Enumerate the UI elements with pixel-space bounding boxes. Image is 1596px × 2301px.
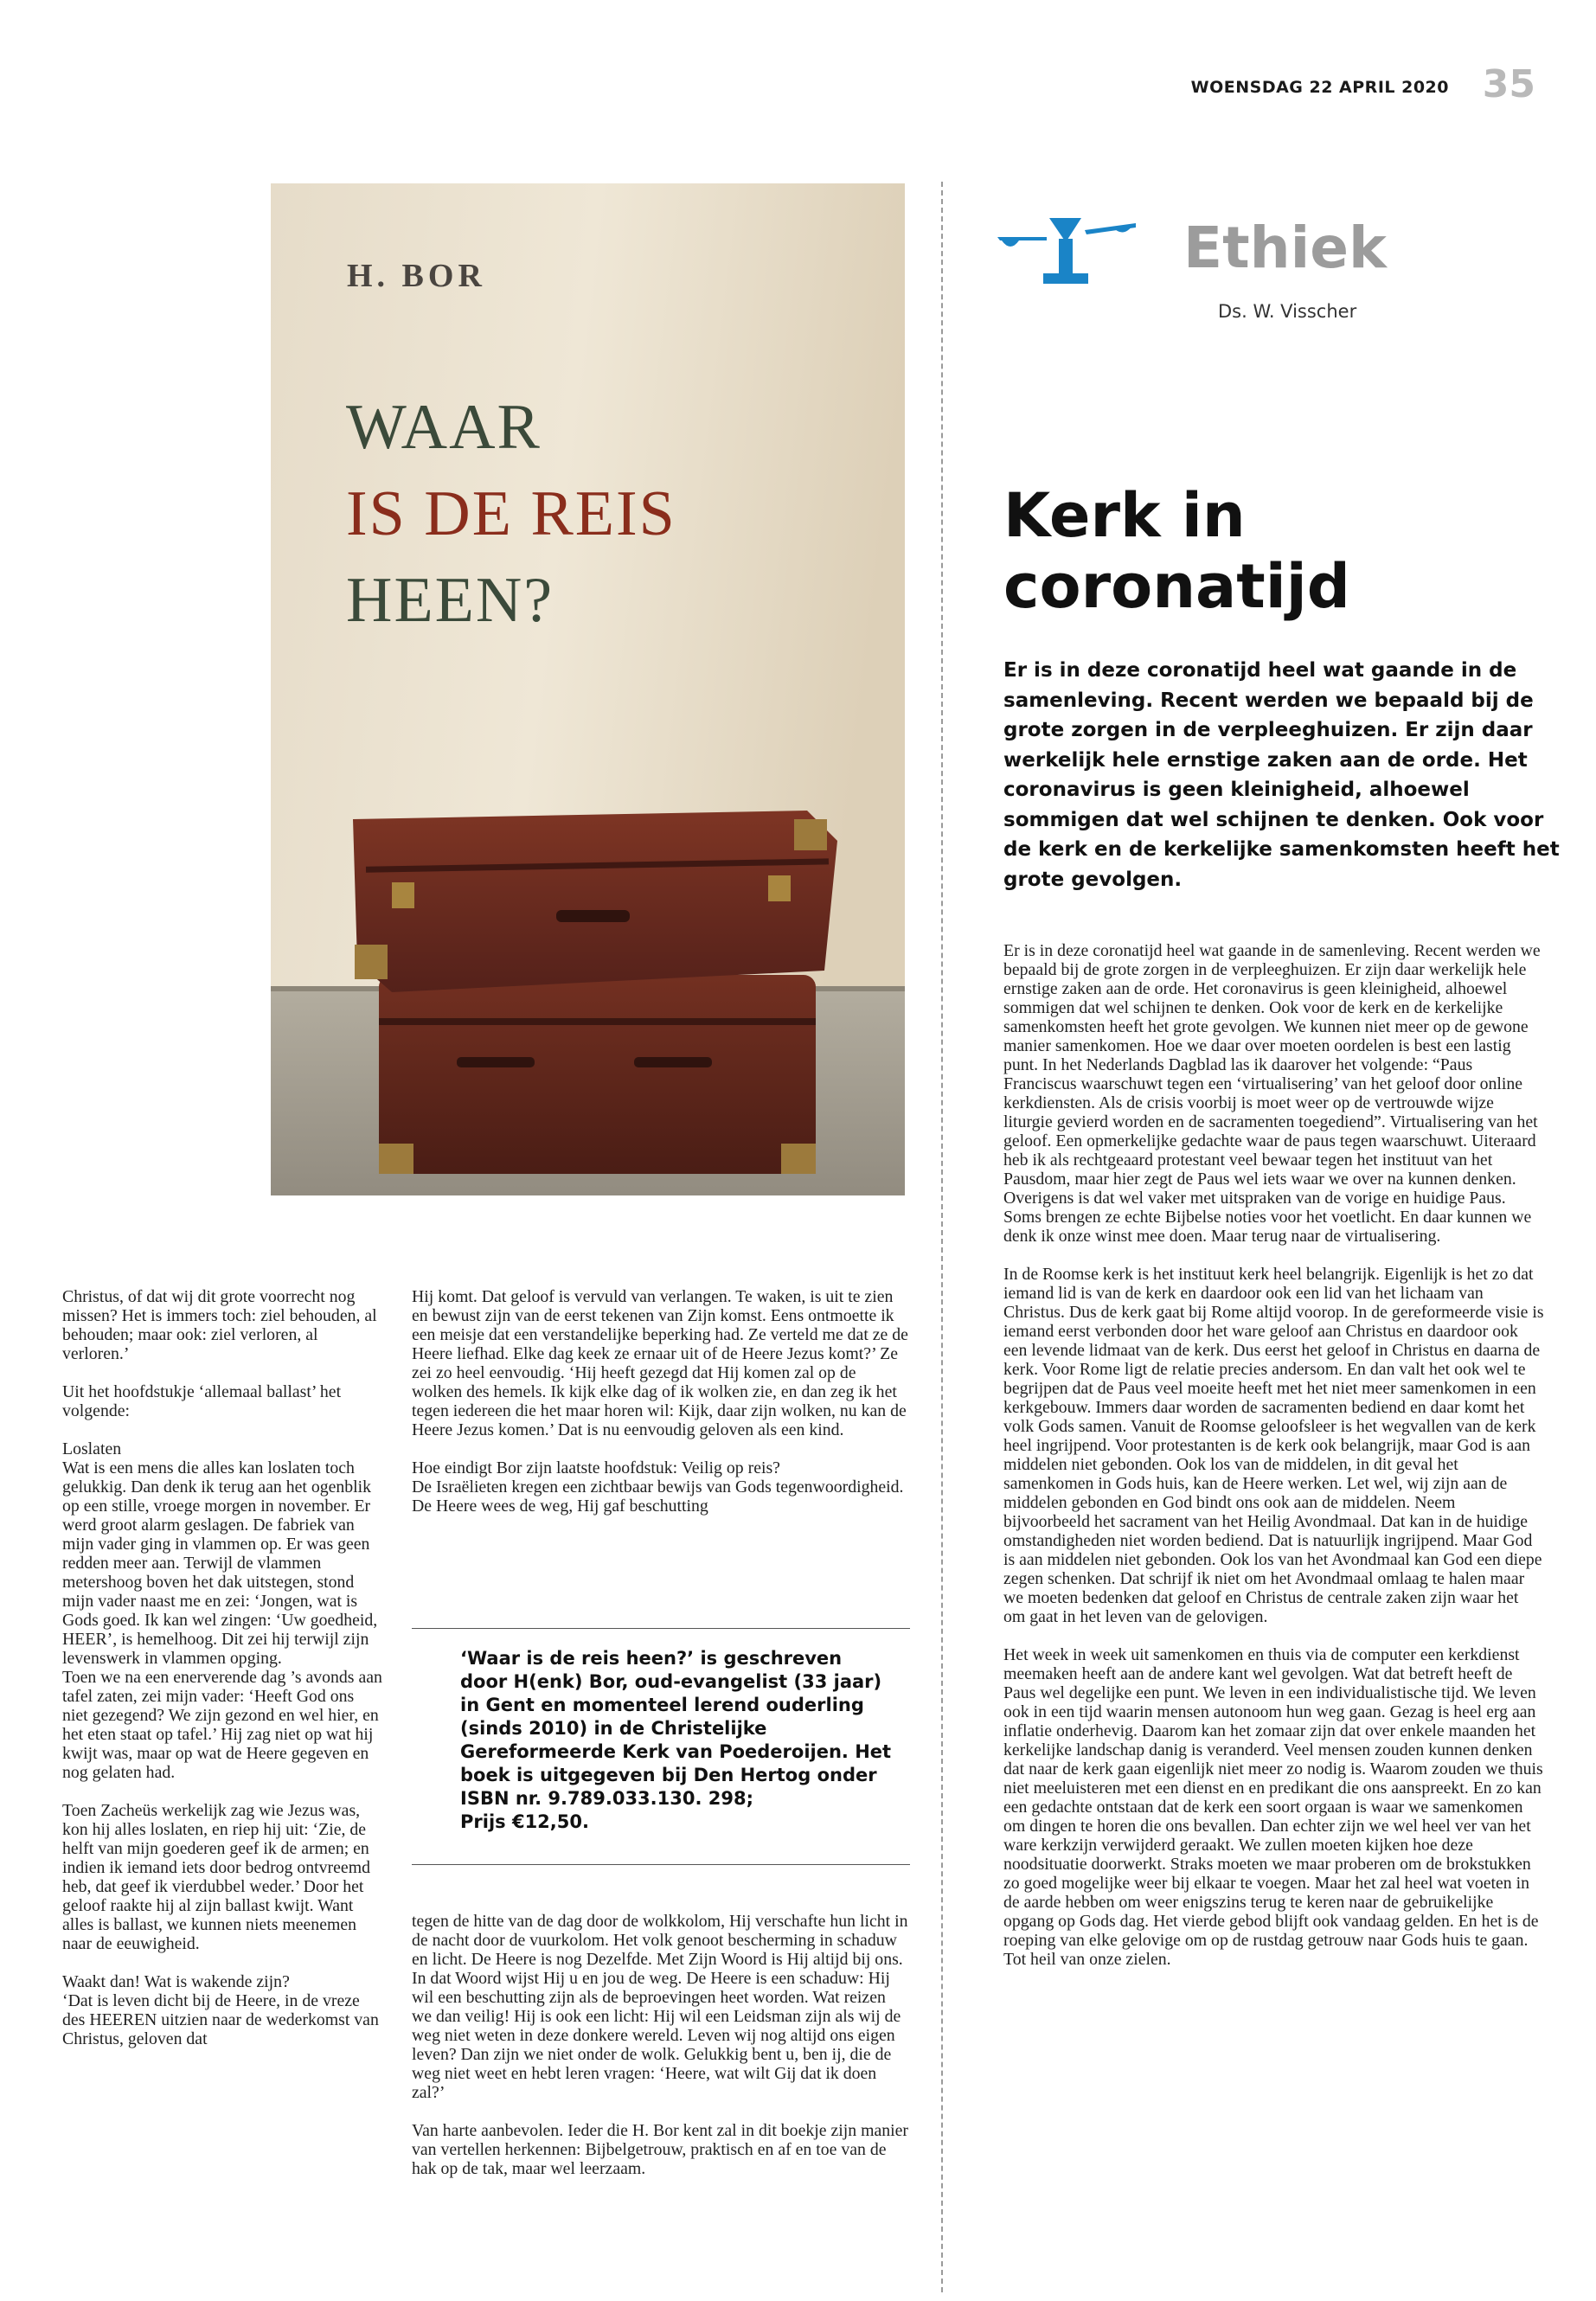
column-divider <box>941 182 943 2292</box>
paragraph: Hij komt. Dat geloof is vervuld van verlangen. Te waken, is uit te zien en bewust zijn van de eerst tekenen van Zijn komst. Eens ontmoette ik een meisje dat een verstandelijke beperking had. Ze verteld me dat ze de Heere liefhad. Elke dag keek ze ernaar uit of de Heere Jezus komt?’ Ze zei zo heel eenvoudig. ‘Hij heeft gezegd dat Hij komen zal op de wolken des hemels. Ik kijk elke dag of ik wolken zie, en dan zeg ik het tegen iedereen die het maar horen wil: Kijk, daar zijn wolken, nu kan de Heere Jezus komen.’ Dat is nu eenvoudig geloven als een kind. <box>412 1287 908 1439</box>
paragraph: Hoe eindigt Bor zijn laatste hoofdstuk: Veilig op reis? De Israëlieten kregen een zichtbaar bewijs van Gods tegenwoordigheid. De Heere wees de weg, Hij gaf beschutting <box>412 1458 904 1516</box>
book-infobox: ‘Waar is de reis heen?’ is geschreven door H(enk) Bor, oud-evangelist (33 jaar) in Gent en momenteel lerend ouderling (sinds 2010) in de Christelijke Gereformeerde Kerk van Poederoijen. Het boek is uitgegeven bij Den Hertog onder ISBN nr. 9.789.033.130. 298; Prijs €12,50. <box>460 1648 892 1832</box>
article-lead: Er is in deze coronatijd heel wat gaande in de samenleving. Recent werden we bepaald bij de grote zorgen in de verpleeghuizen. Er zijn daar werkelijk hele ernstige zaken aan de orde. Het coronavirus is geen kleinigheid, alhoewel sommigen dat wel schijnen te denken. Ook voor de kerk en de kerkelijke samenkomsten heeft het grote gevolgen. <box>1003 659 1560 891</box>
paragraph: Waakt dan! Wat is wakende zijn? ‘Dat is leven dicht bij de Heere, in de vreze des HEEREN uitzien naar de wederkomst van Christus, geloven dat <box>62 1972 379 2048</box>
article-headline: Kerk in coronatijd <box>1003 480 1350 622</box>
article-author: Ds. W. Visscher <box>1218 301 1357 322</box>
book-cover-illustration <box>271 183 905 1195</box>
infobox-bottom-rule <box>412 1864 910 1865</box>
section-label: Ethiek <box>1183 215 1387 281</box>
page-number: 35 <box>1482 62 1535 106</box>
paragraph: Christus, of dat wij dit grote voorrecht nog missen? Het is immers toch: ziel behouden, al behouden; maar ook: ziel verloren, al verloren.’ <box>62 1287 377 1363</box>
review-column-2-top <box>412 1287 909 1535</box>
cover-title-line1: WAAR <box>346 392 542 463</box>
infobox-top-rule <box>412 1628 910 1629</box>
review-column-1 <box>62 1287 382 2067</box>
article-body <box>1003 941 1544 1988</box>
cover-author: H. BOR <box>347 258 486 294</box>
scale-icon <box>993 216 1140 287</box>
paragraph: Toen Zacheüs werkelijk zag wie Jezus was, kon hij alles loslaten, en riep hij uit: ‘Zie, de helft van mijn goederen geef ik de armen; en indien ik iemand iets door bedrog ontvreemd heb, dat geef ik vierdubbel weder.’ Door het geloof raakte hij al zijn ballast kwijt. Want alles is ballast, we kunnen niets meenemen naar de eeuwigheid. <box>62 1801 370 1953</box>
paragraph: tegen de hitte van de dag door de wolkkolom, Hij verschafte hun licht in de nacht door de vuurkolom. Het volk genoot bescherming in schaduw en licht. De Heere is nog Dezelfde. Met Zijn Woord is Hij altijd bij ons. In dat Woord wijst Hij u en jou de weg. De Heere is een schaduw: Hij wil een beschutting zijn als de beproevingen heet worden. Wat reizen we dan veilig! Hij is ook een licht: Hij wil een Leidsman zijn als wij de weg niet weten in deze donkere wereld. Leven wij nog altijd ons eigen leven? Dan zijn we niet onder de wolk. Gelukkig bent u, ben ij, die de weg niet weet en hebt leren vragen: ‘Heere, wat wilt Gij dat ik doen zal?’ <box>412 1912 908 2102</box>
paragraph: In de Roomse kerk is het instituut kerk heel belangrijk. Eigenlijk is het zo dat iemand lid is van de kerk en daardoor ook een lid van het lichaam van Christus. Dus de kerk gaat bij Rome altijd voorop. In de gereformeerde visie is iemand eerst verbonden door het ware geloof aan Christus en daardoor ook een levende lidmaat van de kerk. Dus eerst het geloof in Christus en daarna de kerk. Voor Rome ligt de relatie precies andersom. En dan valt het ook wel te begrijpen dat de Paus veel moeite heeft met het niet meer samenkomen in een kerkgebouw. Immers daar worden de sacramenten bediend en daar komt het volk Gods samen. Vanuit de Roomse geloofsleer is het wegvallen van de kerk heel ingrijpend. Voor protestanten is de kerk ook belangrijk, maar God is aan middelen niet gebonden. Ook los van de middelen, in dit geval het samenkomen in Gods huis, kan de Heere werken. Let wel, wij zijn aan de middelen gebonden en God bindt ons ook aan de middelen. Neem bijvoorbeeld het sacrament van het Heilig Avondmaal. Dat kan in de huidige omstandigheden niet worden bediend. Dat is natuurlijk ingrijpend. Maar God is aan middelen niet gebonden. Ook los van het Avondmaal kan God een diepe zegen schenken. Dat schrijf ik niet om het Avondmaal omlaag te halen maar we moeten bedenken dat geloof en Christus de centrale zaken zijn waar het om gaat in het leven van de gelovigen. <box>1003 1265 1544 1626</box>
review-column-2-bottom <box>412 1912 909 2197</box>
cover-title-line2: IS DE REIS <box>346 478 676 549</box>
paragraph: Van harte aanbevolen. Ieder die H. Bor kent zal in dit boekje zijn manier van vertellen herkennen: Bijbelgetrouw, praktisch en af en toe van de hak op de tak, maar wel leerzaam. <box>412 2121 908 2178</box>
paragraph: Het week in week uit samenkomen en thuis via de computer een kerkdienst meemaken heeft aan de andere kant wel gevolgen. Wat dat betreft heeft de Paus wel degelijke een punt. We leven in een individualistische tijd. We leven ook in een tijd waarin mensen autonoom hun weg gaan. Gezag is heel erg aan inflatie onderhevig. Daarom kan het zomaar zijn dat over enkele maanden het kerkelijke landschap danig is veranderd. Veel mensen zouden kunnen denken dat naar de kerk gaan eigenlijk niet meer zo nodig is. Waarom zouden we thuis niet meeluisteren met een dienst en en predikant die ons aanspreekt. En zo kan een gedachte ontstaan dat de kerk een soort orgaan is waar we samenkomen om dingen te horen die ons bevallen. Dan echter zijn we wel heel ver van het ware kerkzijn verwijderd geraakt. We zullen moeten kijken hoe deze noodsituatie doorwerkt. Straks moeten we maar proberen om de brokstukken zo goed mogelijke weer bij elkaar te voegen. Maar het zal heel wat voeten in de aarde hebben om weer enigszins terug te keren naar de gebruikelijke opgang op Gods dag. Het vierde gebod blijft ook vandaag gelden. En het is de roeping van elke gelovige om op de rustdag getrouw naar Gods huis te gaan. Tot heil van onze zielen. <box>1003 1645 1543 1969</box>
issue-date: WOENSDAG 22 APRIL 2020 <box>1190 78 1449 97</box>
paragraph: Er is in deze coronatijd heel wat gaande in de samenleving. Recent werden we bepaald bij de grote zorgen in de verpleeghuizen. Er zijn daar werkelijk hele ernstige zaken aan de orde. Het coronavirus is geen kleinigheid, alhoewel sommigen dat wel schijnen te denken. Ook voor de kerk en de kerkelijke samenkomsten heeft het grote gevolgen. We kunnen niet meer op de gewone manier samenkomen. Hoe we daar over moeten oordelen is best een lastig punt. In het Nederlands Dagblad las ik daarover het volgende: “Paus Franciscus waarschuwt tegen een ‘virtualisering’ van het geloof door online kerkdiensten. Als de crisis voorbij is moet weer op de vertrouwde wijze liturgie gevierd worden en de sacramenten toegediend”. Virtualisering van het geloof. Een opmerkelijke gedachte waar de paus tegen waarschuwt. Uiteraard heb ik als rechtgeaard protestant veel bewaar tegen het instituut van het Pausdom, maar hier zegt de Paus wel iets waar we over na kunnen denken. Overigens is dat wel vaker met uitspraken van de vorige en huidige Paus. Soms brengen ze echte Bijbelse noties voor het voetlicht. En daar kunnen we denk ik onze winst mee doen. Maar terug naar de virtualisering. <box>1003 941 1541 1246</box>
paragraph: Uit het hoofdstukje ‘allemaal ballast’ het volgende: <box>62 1382 342 1420</box>
cover-title-line3: HEEN? <box>346 565 554 636</box>
paragraph: Loslaten Wat is een mens die alles kan loslaten toch gelukkig. Dan denk ik terug aan het ogenblik op een stille, vroege morgen in november. Er werd groot alarm geslagen. De fabriek van mijn vader ging in vlammen op. Er was geen redden meer aan. Terwijl de vlammen metershoog boven het dak uitstegen, stond mijn vader naast me en zei: ‘Jongen, wat is Gods goed. Ik kan wel zingen: ‘Uw goedheid, HEER’, is hemelhoog. Dit zei hij terwijl zijn levenswerk in vlammen opging. Toen we na een enerverende dag ’s avonds aan tafel zaten, zei mijn vader: ‘Heeft God ons niet gezegend? We zijn gezond en wel hier, en het eten staat op tafel.’ Hij zag niet op wat hij kwijt was, maar op wat de Heere gegeven en nog gelaten had. <box>62 1439 382 1782</box>
book-cover <box>271 183 905 1195</box>
